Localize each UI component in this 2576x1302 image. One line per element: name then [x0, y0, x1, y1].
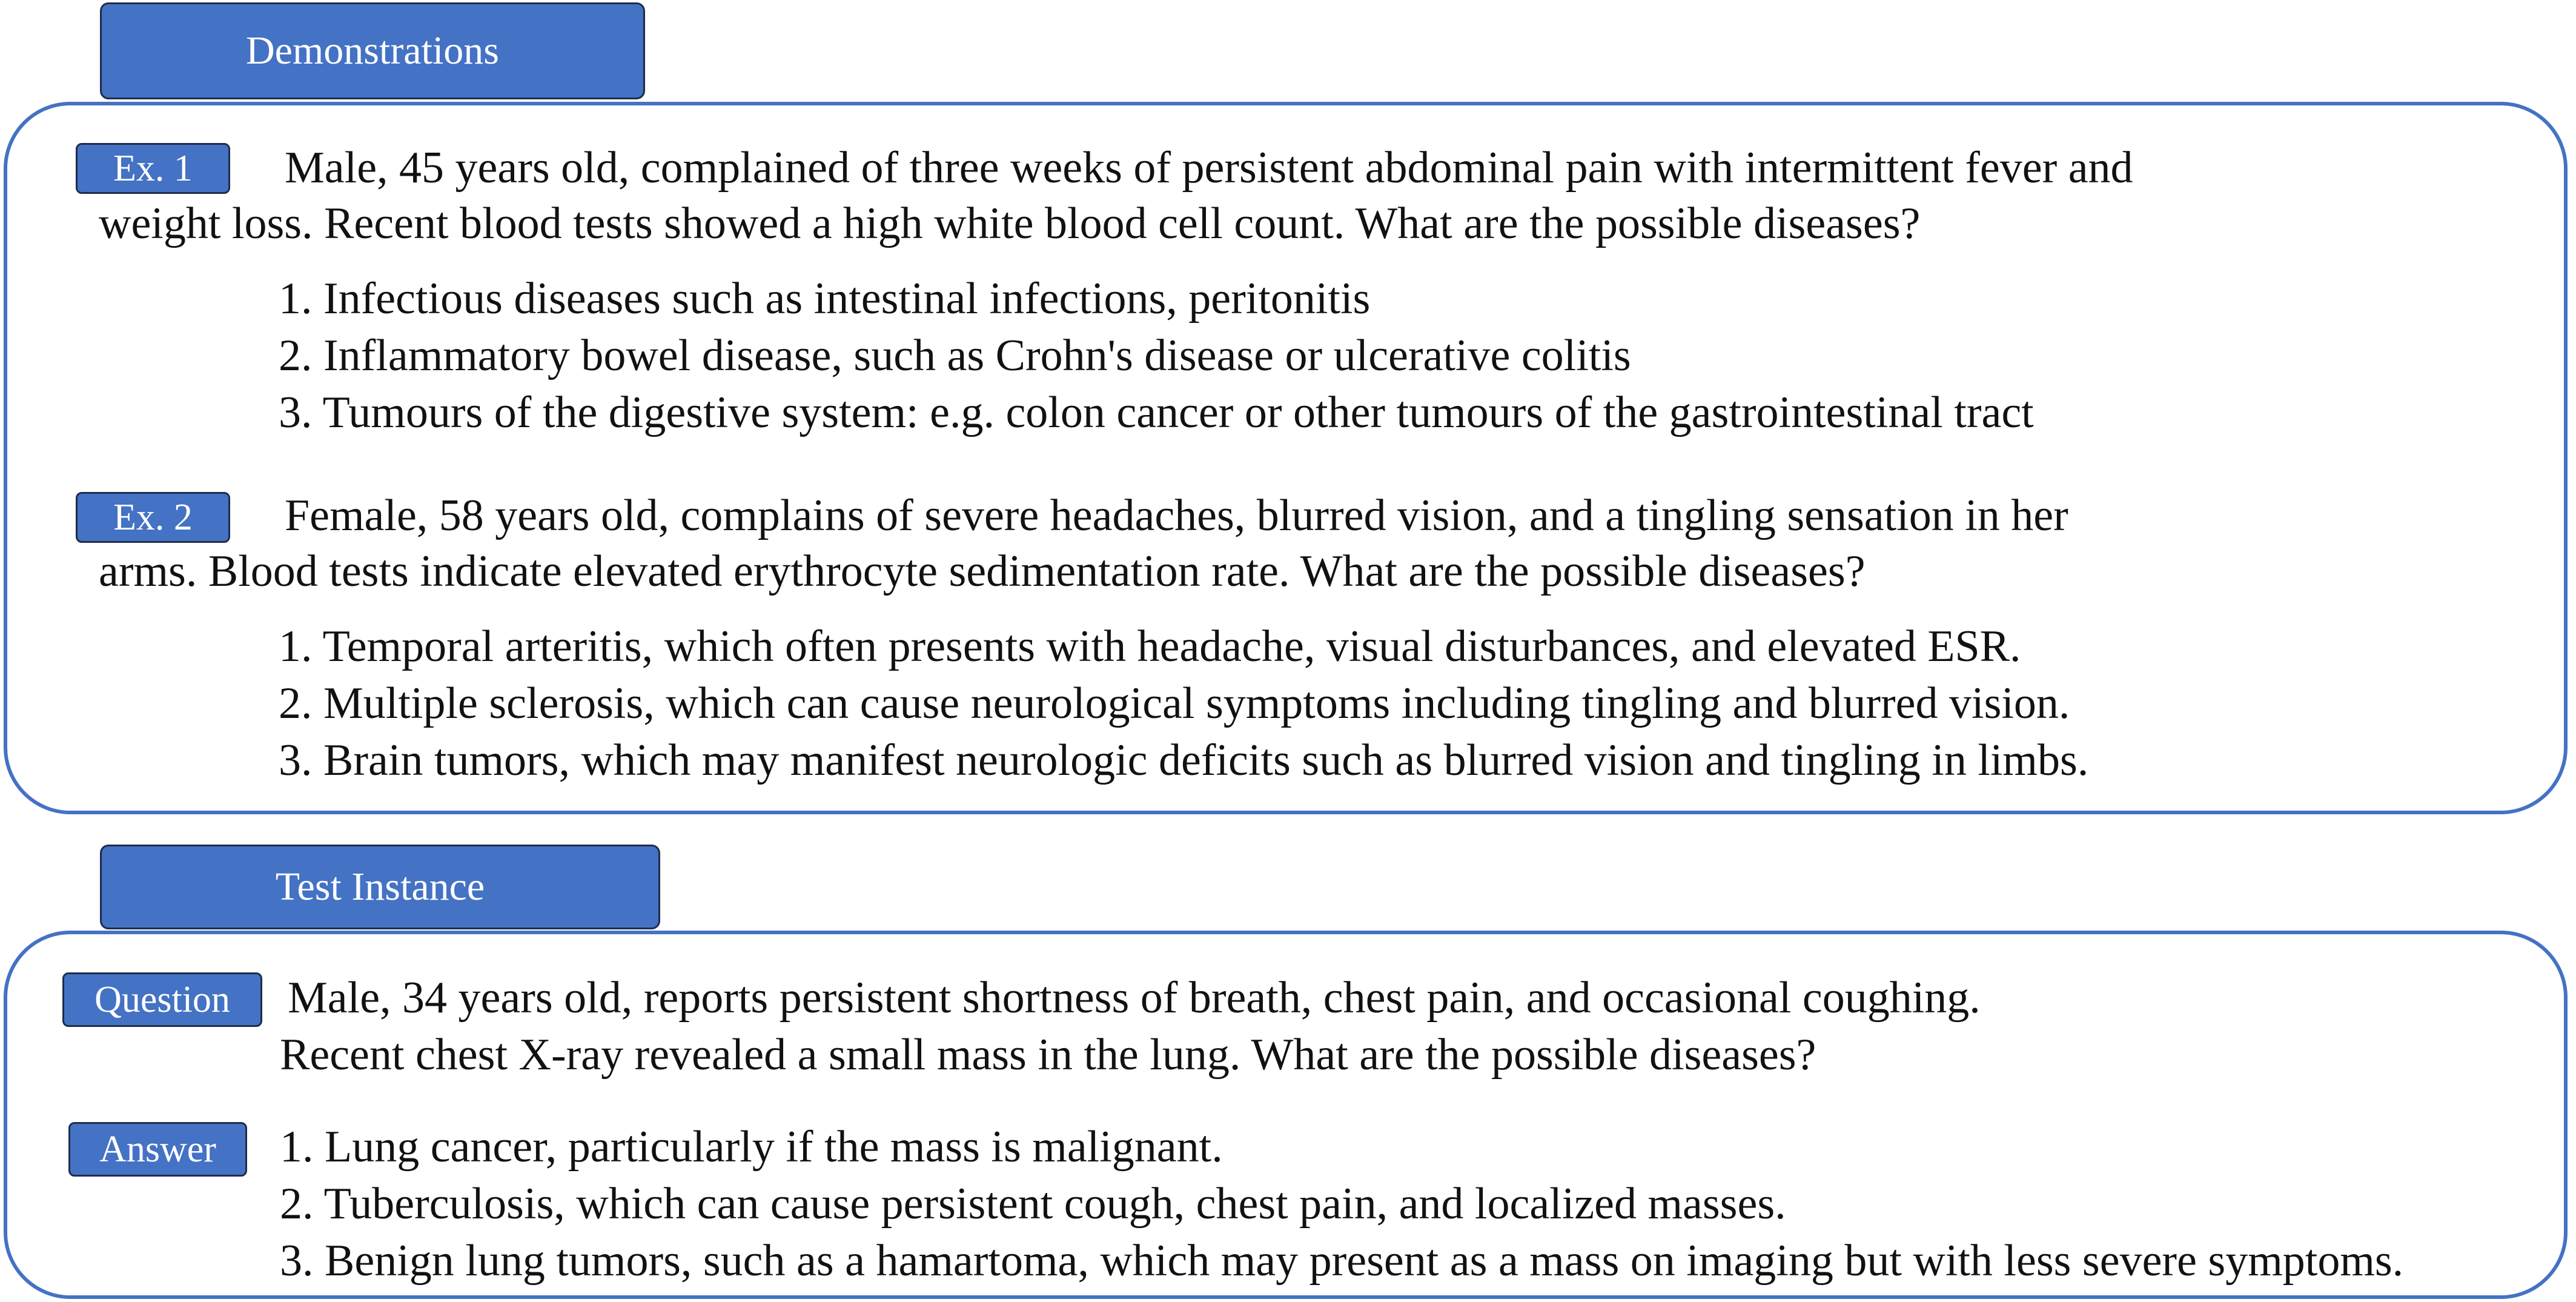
example-1-answer-2: 2. Inflammatory bowel disease, such as Crohn's disease or ulcerative colitis	[279, 331, 1631, 380]
test-question-line-1: Male, 34 years old, reports persistent shortness of breath, chest pain, and occasional coughing.	[288, 973, 1981, 1023]
test-answer-3: 3. Benign lung tumors, such as a hamartoma, which may present as a mass on imaging but with less severe symptoms.	[280, 1236, 2404, 1286]
example-2-answer-2: 2. Multiple sclerosis, which can cause neurological symptoms including tingling and blurred vision.	[279, 679, 2070, 728]
example-2-answer-3: 3. Brain tumors, which may manifest neurologic deficits such as blurred vision and tingling in limbs.	[279, 736, 2089, 785]
example-1-question-line-2: weight loss. Recent blood tests showed a high white blood cell count. What are the possible diseases?	[99, 199, 1921, 248]
test-answer-2: 2. Tuberculosis, which can cause persistent cough, chest pain, and localized masses.	[280, 1179, 1786, 1229]
question-tag: Question	[62, 972, 262, 1027]
example-1-question-line-1: Male, 45 years old, complained of three weeks of persistent abdominal pain with intermittent fever and	[285, 143, 2133, 193]
example-2-tag: Ex. 2	[76, 492, 230, 543]
answer-tag: Answer	[68, 1122, 247, 1177]
example-1-answer-1: 1. Infectious diseases such as intestinal infections, peritonitis	[279, 274, 1371, 324]
example-2-answer-1: 1. Temporal arteritis, which often presents with headache, visual disturbances, and elevated ESR.	[279, 622, 2021, 671]
test-answer-1: 1. Lung cancer, particularly if the mass is malignant.	[280, 1122, 1223, 1172]
test-instance-header: Test Instance	[100, 845, 660, 929]
example-1-tag: Ex. 1	[76, 143, 230, 194]
test-question-line-2: Recent chest X-ray revealed a small mass in the lung. What are the possible diseases?	[280, 1030, 1816, 1080]
demonstrations-header: Demonstrations	[100, 2, 645, 99]
example-1-answer-3: 3. Tumours of the digestive system: e.g. colon cancer or other tumours of the gastrointestinal tract	[279, 388, 2034, 437]
example-2-question-line-2: arms. Blood tests indicate elevated erythrocyte sedimentation rate. What are the possible diseases?	[99, 546, 1866, 596]
example-2-question-line-1: Female, 58 years old, complains of severe headaches, blurred vision, and a tingling sensation in her	[285, 491, 2068, 540]
